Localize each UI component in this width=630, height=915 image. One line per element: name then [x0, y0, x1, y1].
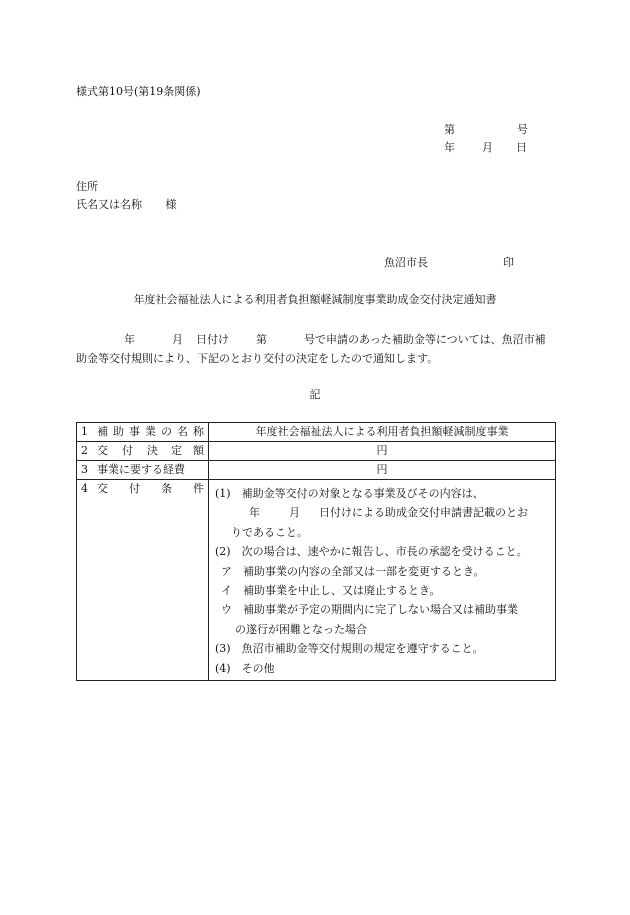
intro-month: 月: [172, 333, 183, 346]
intro-day-suffix: 日付け: [196, 333, 229, 346]
row-value: 円: [209, 442, 556, 461]
intro-year: 年: [124, 333, 135, 346]
table-row: [77, 461, 556, 480]
date-month: 月: [482, 141, 493, 154]
decision-table: [76, 422, 556, 681]
conditions-cell: [209, 480, 556, 681]
table-row: [77, 423, 556, 442]
table-row: [77, 442, 556, 461]
ki-label: 記: [309, 388, 321, 401]
condition-1-line-1: (1) 補助金等交付の対象となる事業及びその内容は、: [215, 487, 484, 500]
condition-2-line-1: (2) 次の場合は、速やかに報告し、市長の承認を受けること。: [215, 545, 528, 559]
condition-2-u-line-2: の遂行が困難となった場合: [235, 622, 367, 636]
document-number-line: [444, 123, 528, 136]
condition-1-line-2: 年 月 日付けによる助成金交付申請書記載のとお: [249, 506, 528, 520]
addressee-name-line: [76, 198, 177, 211]
issuer-title: 魚沼市長: [384, 256, 428, 269]
condition-2-i: イ 補助事業を中止し、又は廃止するとき。: [221, 583, 441, 597]
seal-mark: 印: [503, 256, 514, 269]
row-label: 3 事業に要する経費: [77, 461, 209, 480]
document-title: 年度社会福祉法人による利用者負担額軽減制度事業助成金交付決定通知書: [133, 293, 497, 306]
date-day: 日: [516, 141, 527, 154]
number-prefix: 第: [444, 123, 455, 136]
table-row: [77, 480, 556, 681]
honorific: 様: [165, 198, 177, 211]
condition-1-line-3: りであること。: [231, 525, 308, 539]
row-label: 4 交 付 条 件: [77, 480, 209, 681]
condition-4: (4) その他: [215, 661, 275, 675]
condition-3: (3) 魚沼市補助金等交付規則の規定を遵守すること。: [215, 642, 484, 656]
date-year: 年: [444, 141, 455, 154]
condition-2-a: ア 補助事業の内容の全部又は一部を変更するとき。: [221, 564, 485, 578]
row-value: 円: [209, 461, 556, 480]
intro-paragraph: [76, 330, 556, 368]
form-id: 様式第10号(第19条関係): [76, 85, 201, 98]
address-label: 住所: [76, 180, 98, 193]
number-suffix: 号: [517, 123, 528, 136]
row-label: 1 補 助 事 業 の 名 称: [77, 423, 209, 442]
row-value: 年度社会福祉法人による利用者負担額軽減制度事業: [209, 423, 556, 442]
intro-number-prefix: 第: [256, 333, 267, 346]
row-label: 2 交 付 決 定 額: [77, 442, 209, 461]
intro-line-1: [76, 330, 556, 349]
intro-line-2: 助金等交付規則により、下記のとおり交付の決定をしたので通知します。: [76, 352, 439, 365]
name-label: 氏名又は名称: [76, 198, 142, 211]
condition-2-u-line-1: ウ 補助事業が予定の期間内に完了しない場合又は補助事業: [221, 603, 518, 617]
intro-line1-rest: 号で申請のあった補助金等については、魚沼市補: [304, 333, 546, 346]
